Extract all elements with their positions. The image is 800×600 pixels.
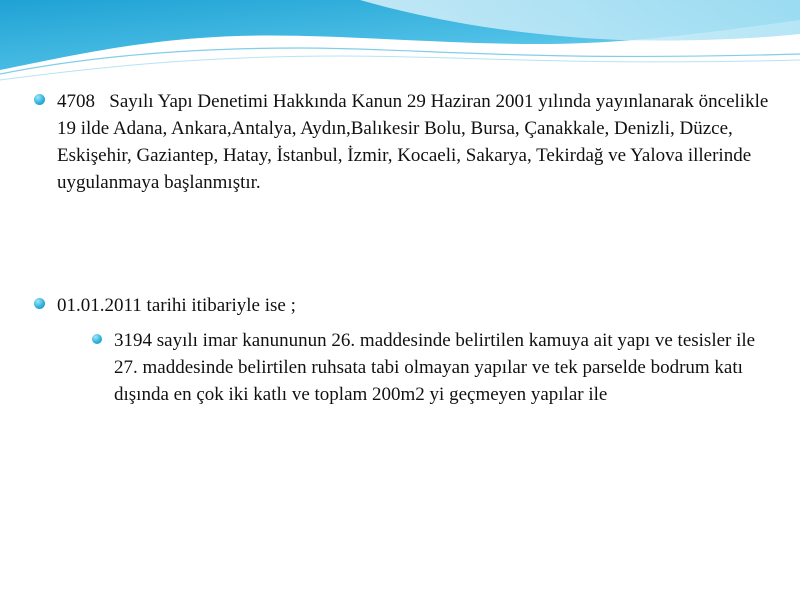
bullet-text: 01.01.2011 tarihi itibariyle ise ; [57,295,296,316]
bullet-dot-icon [92,334,102,344]
sub-bullet-text: 3194 sayılı imar kanununun 26. maddesinde belirtilen kamuya ait yapı ve tesisler ile 27. maddesinde belirtilen ruhsata tabi olmayan yapılar ve tek parselde bodrum katı dışında en çok iki katlı ve toplam 200m2 yi geçmeyen yapılar ile [114,330,760,405]
bullet-item [34,88,777,196]
bullet-dot-icon [34,94,45,105]
bullet-text: 4708 Sayılı Yapı Denetimi Hakkında Kanun 29 Haziran 2001 yılında yayınlanarak öncelikle 19 ilde Adana, Ankara,Antalya, Aydın,Balıkesir Bolu, Bursa, Çanakkale, Denizli, Düzce, Eskişehir, Gaziantep, Hatay, İstanbul, İzmir, Kocaeli, Sakarya, Tekirdağ ve Yalova illerinde uygulanmaya başlanmıştır. [57,91,774,193]
sub-bullet-item [92,327,774,408]
bullet-dot-icon [34,298,45,309]
bullet-item [34,292,777,319]
